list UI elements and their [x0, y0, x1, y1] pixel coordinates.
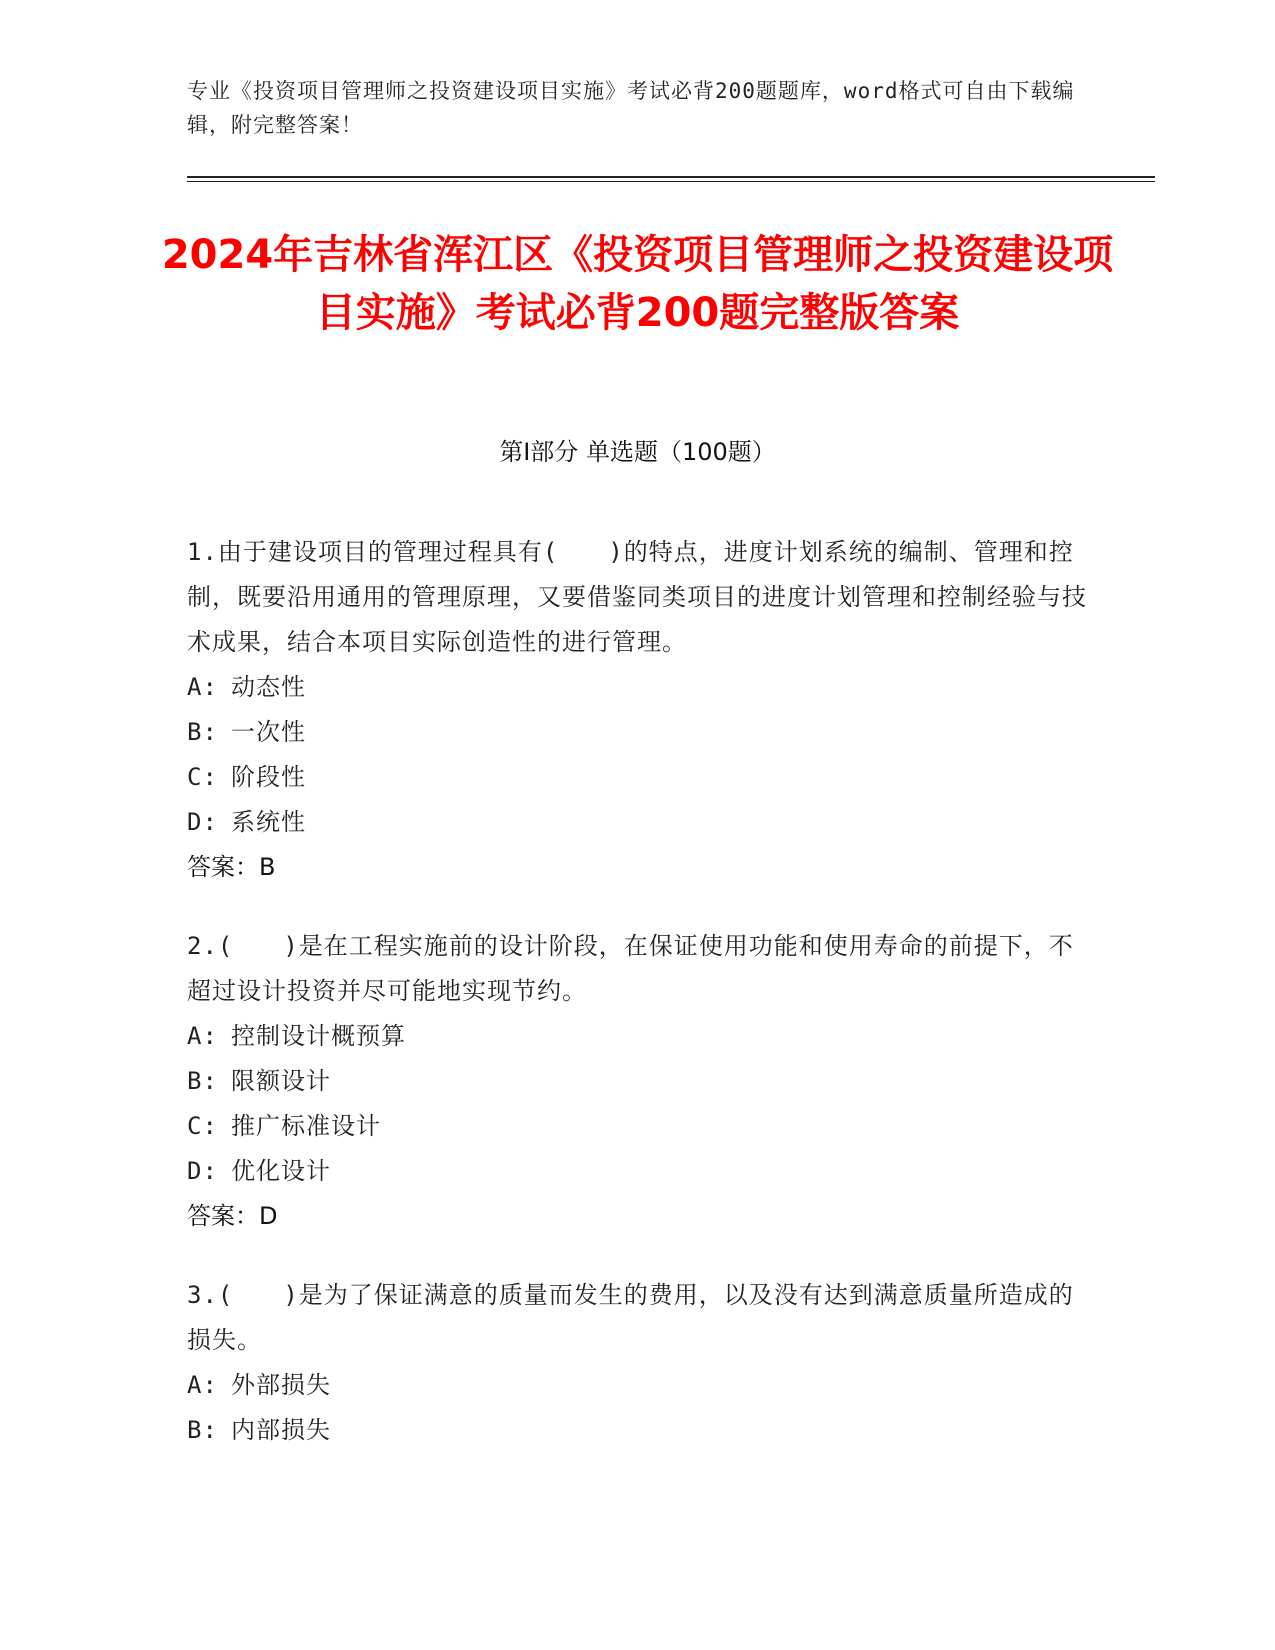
option-text: 限额设计: [231, 1067, 331, 1095]
option-b: [187, 710, 1087, 755]
header-divider-thin: [187, 181, 1155, 182]
question-3: [187, 1273, 1087, 1453]
option-c: [187, 755, 1087, 800]
option-key: C:: [187, 1112, 218, 1140]
option-key: A:: [187, 1022, 218, 1050]
option-text: 系统性: [231, 808, 306, 836]
option-text: 动态性: [231, 673, 306, 701]
answer-line: 答案：D: [187, 1202, 278, 1230]
option-d: [187, 1149, 1087, 1194]
answer-line: 答案：B: [187, 853, 276, 881]
option-key: A:: [187, 673, 218, 701]
document-title: 2024年吉林省浑江区《投资项目管理师之投资建设项目实施》考试必背200题完整版答案: [161, 232, 1114, 336]
option-text: 阶段性: [231, 763, 306, 791]
question-1: [187, 530, 1087, 890]
question-stem: 1.由于建设项目的管理过程具有( )的特点，进度计划系统的编制、管理和控制，既要沿用通用的管理原理，又要借鉴同类项目的进度计划管理和控制经验与技术成果，结合本项目实际创造性的进行管理。: [187, 538, 1087, 656]
option-key: C:: [187, 763, 218, 791]
question-stem: 3.( )是为了保证满意的质量而发生的费用，以及没有达到满意质量所造成的损失。: [187, 1281, 1074, 1354]
option-key: D:: [187, 808, 218, 836]
option-text: 内部损失: [231, 1416, 331, 1444]
option-text: 一次性: [231, 718, 306, 746]
option-key: B:: [187, 1416, 218, 1444]
option-text: 外部损失: [231, 1371, 331, 1399]
option-key: A:: [187, 1371, 218, 1399]
header-divider: [187, 176, 1155, 178]
question-2: [187, 924, 1087, 1239]
option-c: [187, 1104, 1087, 1149]
header-note: 专业《投资项目管理师之投资建设项目实施》考试必背200题题库，word格式可自由下载编辑，附完整答案！: [187, 79, 1075, 137]
option-a: [187, 1363, 1087, 1408]
option-key: D:: [187, 1157, 218, 1185]
option-b: [187, 1408, 1087, 1453]
option-text: 控制设计概预算: [231, 1022, 406, 1050]
option-a: [187, 665, 1087, 710]
option-text: 优化设计: [231, 1157, 331, 1185]
question-list: [187, 530, 1087, 1487]
section-title: 第Ⅰ部分 单选题（100题）: [499, 438, 776, 466]
option-key: B:: [187, 718, 218, 746]
option-a: [187, 1014, 1087, 1059]
question-stem: 2.( )是在工程实施前的设计阶段，在保证使用功能和使用寿命的前提下，不超过设计投资并尽可能地实现节约。: [187, 932, 1074, 1005]
option-d: [187, 800, 1087, 845]
option-key: B:: [187, 1067, 218, 1095]
option-text: 推广标准设计: [231, 1112, 381, 1140]
option-b: [187, 1059, 1087, 1104]
